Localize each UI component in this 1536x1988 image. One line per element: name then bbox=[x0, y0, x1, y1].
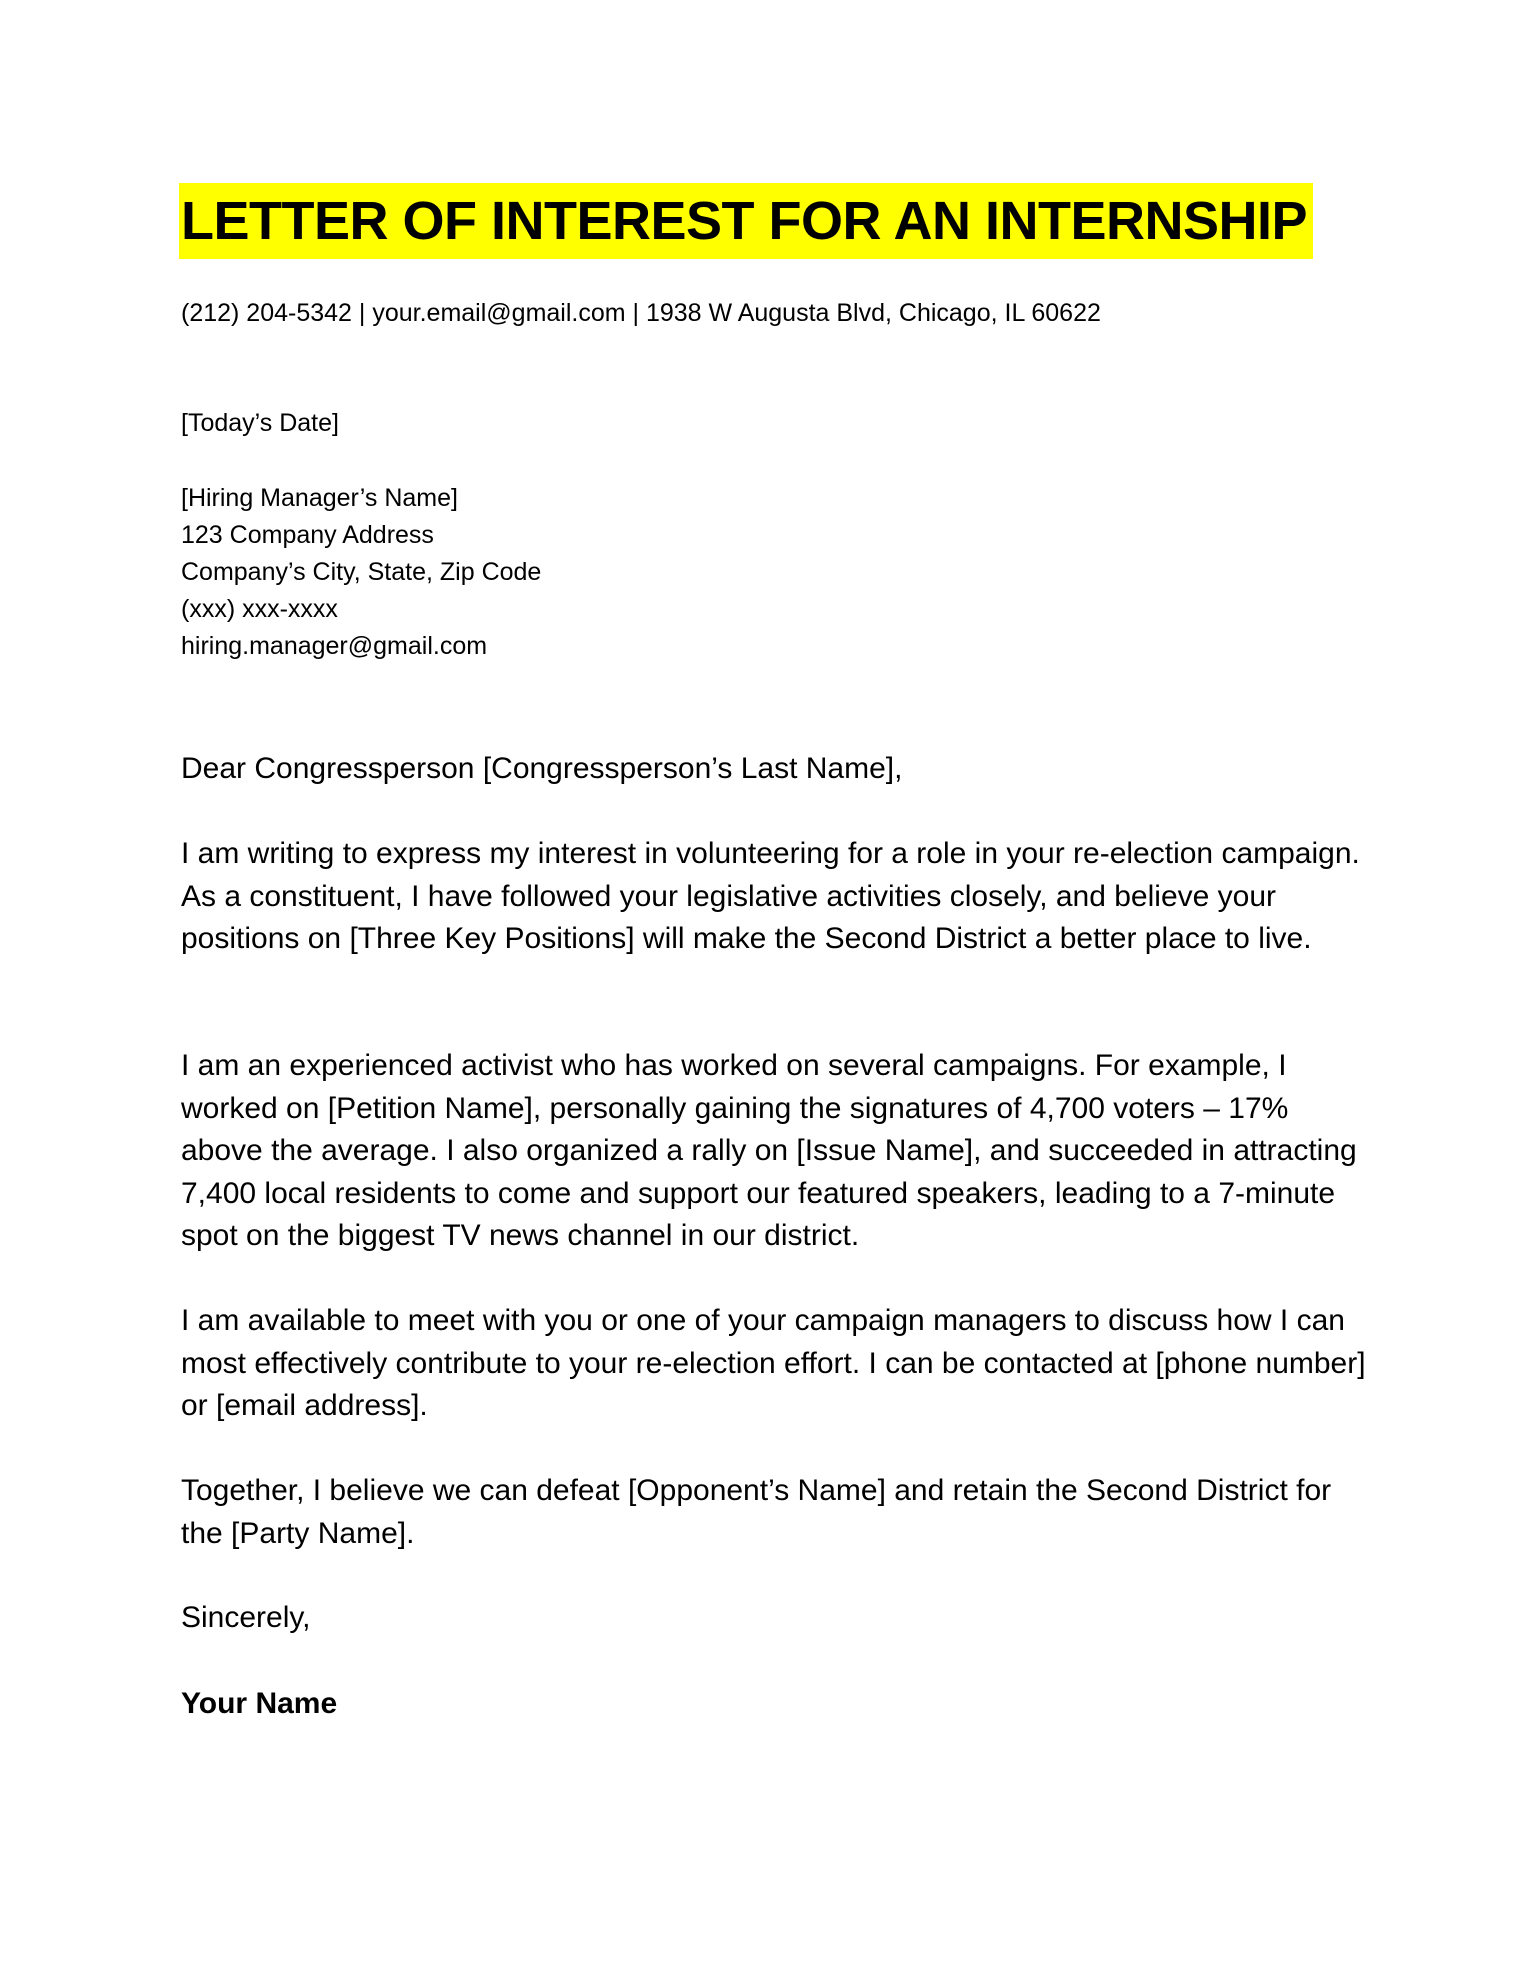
document-title: LETTER OF INTEREST FOR AN INTERNSHIP bbox=[179, 183, 1313, 259]
recipient-block bbox=[181, 480, 541, 665]
recipient-phone: (xxx) xxx-xxxx bbox=[181, 595, 338, 623]
body-paragraph: I am available to meet with you or one of your campaign managers to discuss how I can most effectively contribute to your re-election effort. I can be contacted at [phone number] or [email address]. bbox=[181, 1304, 1366, 1422]
recipient-address: 123 Company Address bbox=[181, 521, 434, 549]
recipient-email: hiring.manager@gmail.com bbox=[181, 632, 488, 660]
body-paragraph: Together, I believe we can defeat [Opponent’s Name] and retain the Second District for the [Party Name]. bbox=[181, 1474, 1332, 1550]
recipient-name: [Hiring Manager’s Name] bbox=[181, 484, 458, 512]
recipient-city-state-zip: Company’s City, State, Zip Code bbox=[181, 558, 542, 586]
sender-contact-line: (212) 204-5342 | your.email@gmail.com | 1938 W Augusta Blvd, Chicago, IL 60622 bbox=[181, 299, 1101, 327]
body-paragraph: I am writing to express my interest in volunteering for a role in your re-election campaign. As a constituent, I have followed your legislative activities closely, and believe your positions on [Three Key Positions] will make the Second District a better place to live. bbox=[181, 837, 1360, 955]
letter-date: [Today’s Date] bbox=[181, 409, 339, 437]
salutation: Dear Congressperson [Congressperson’s Last Name], bbox=[181, 752, 903, 785]
signature-name: Your Name bbox=[181, 1687, 338, 1720]
closing: Sincerely, bbox=[181, 1601, 311, 1634]
body-paragraph: I am an experienced activist who has worked on several campaigns. For example, I worked on [Petition Name], personally gaining the signatures of 4,700 voters – 17% above the average. I also organized a rally on [Issue Name], and succeeded in attracting 7,400 local residents to come and support our featured speakers, leading to a 7-minute spot on the biggest TV news channel in our district. bbox=[181, 1049, 1357, 1252]
title-block bbox=[179, 183, 1313, 259]
